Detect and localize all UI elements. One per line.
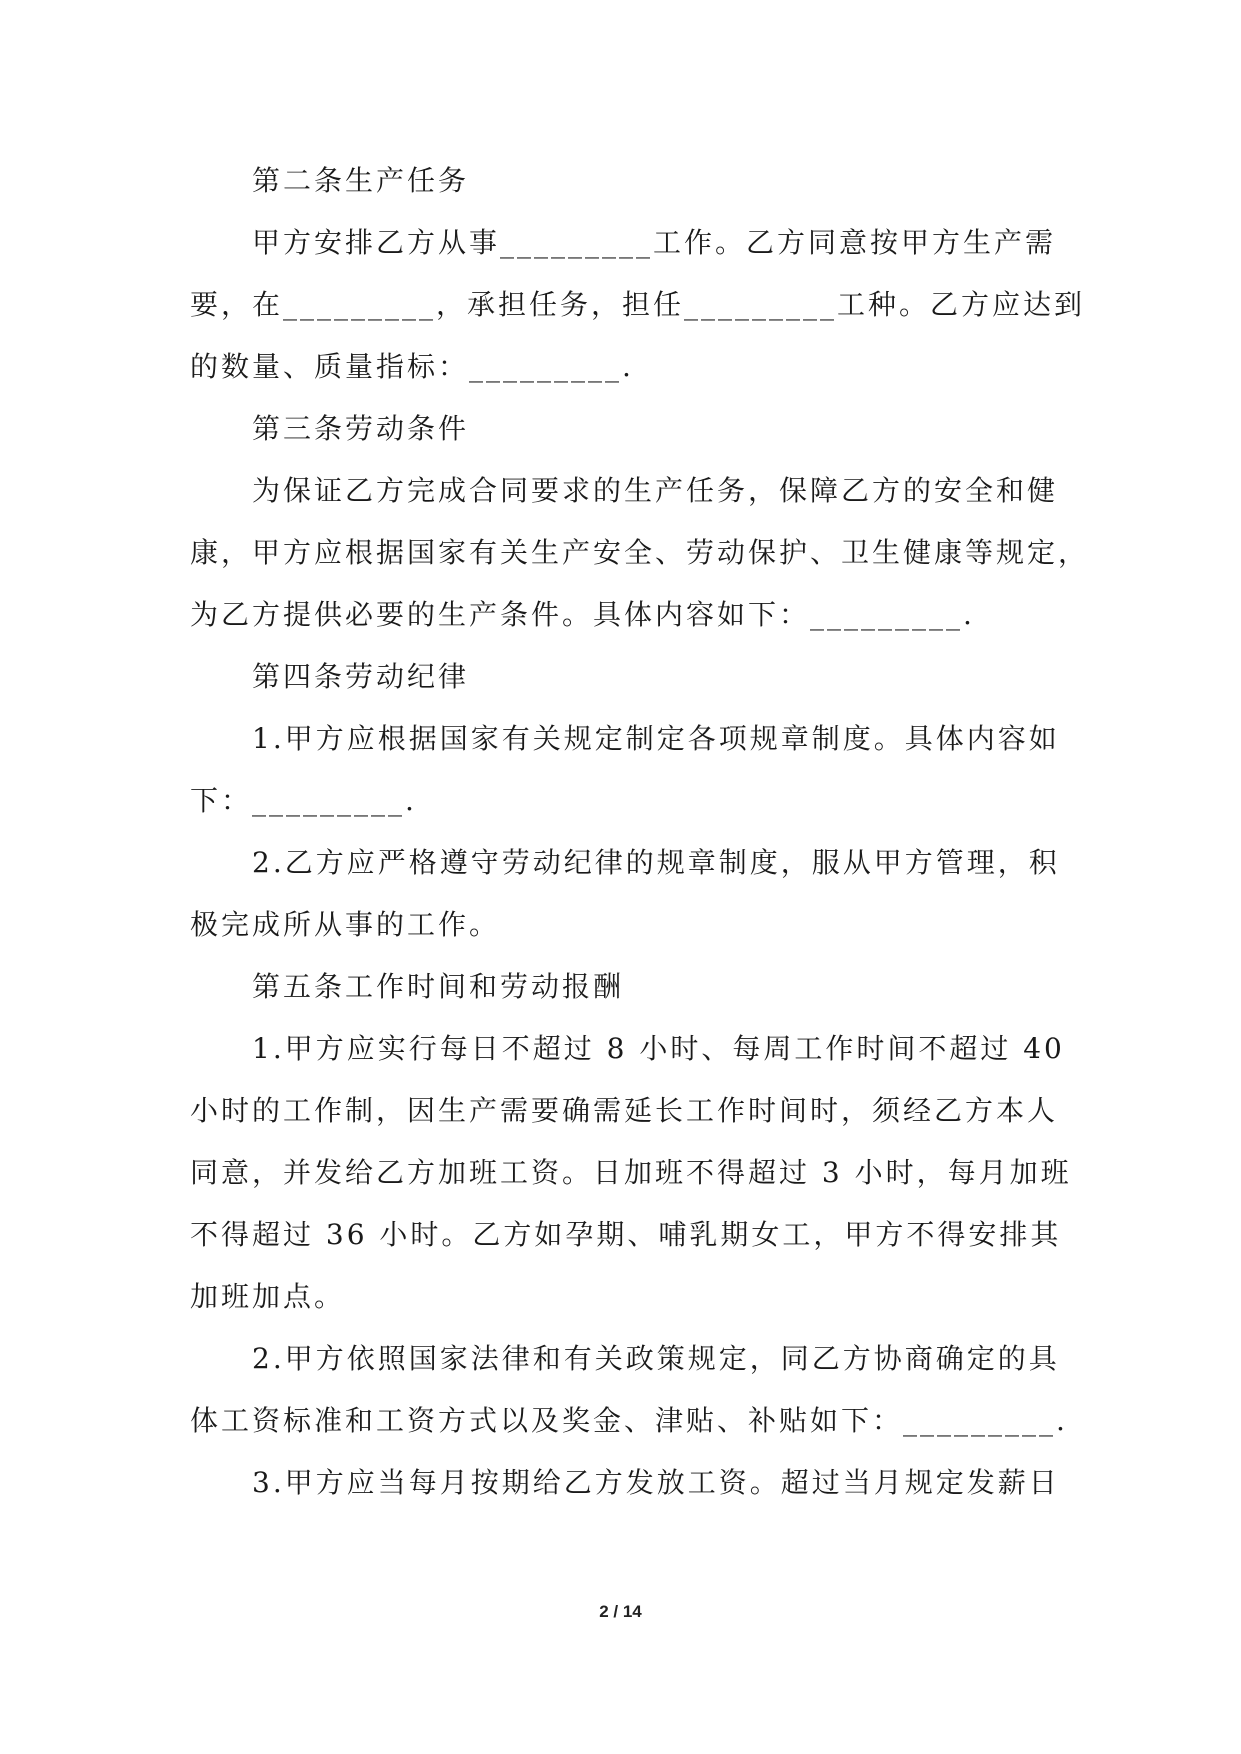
paragraph-line: 甲方安排乙方从事_________工作。乙方同意按甲方生产需 [252,226,1057,259]
article-3-heading: 第三条劳动条件 [252,412,470,445]
paragraph-line: 极完成所从事的工作。 [190,908,501,941]
paragraph-line: 要，在_________，承担任务，担任_________工种。乙方应达到 [190,288,1086,321]
paragraph-line: 小时的工作制，因生产需要确需延长工作时间时，须经乙方本人 [190,1094,1059,1127]
paragraph-line: 体工资标准和工资方式以及奖金、津贴、补贴如下：_________. [190,1404,1068,1437]
article-5-heading: 第五条工作时间和劳动报酬 [252,970,625,1003]
paragraph-line: 下：_________. [190,784,417,817]
paragraph-line: 加班加点。 [190,1280,346,1313]
paragraph-line: 为保证乙方完成合同要求的生产任务，保障乙方的安全和健 [252,474,1059,507]
paragraph-line: 的数量、质量指标：_________. [190,350,634,383]
paragraph-line: 同意，并发给乙方加班工资。日加班不得超过 3 小时，每月加班 [190,1156,1072,1189]
paragraph-line: 为乙方提供必要的生产条件。具体内容如下：_________. [190,598,975,631]
document-page [190,150,1090,1514]
article-4-heading: 第四条劳动纪律 [252,660,470,693]
paragraph-line: 不得超过 36 小时。乙方如孕期、哺乳期女工，甲方不得安排其 [190,1218,1062,1251]
paragraph-line: 康，甲方应根据国家有关生产安全、劳动保护、卫生健康等规定， [190,536,1090,569]
paragraph-line: 3.甲方应当每月按期给乙方发放工资。超过当月规定发薪日 [252,1466,1060,1499]
article-2-heading: 第二条生产任务 [252,164,470,197]
paragraph-line: 2.乙方应严格遵守劳动纪律的规章制度，服从甲方管理，积 [252,846,1060,879]
page-number: 2 / 14 [599,1602,642,1621]
paragraph-line: 1.甲方应实行每日不超过 8 小时、每周工作时间不超过 40 [252,1032,1065,1065]
paragraph-line: 1.甲方应根据国家有关规定制定各项规章制度。具体内容如 [252,722,1060,755]
paragraph-line: 2.甲方依照国家法律和有关政策规定，同乙方协商确定的具 [252,1342,1060,1375]
